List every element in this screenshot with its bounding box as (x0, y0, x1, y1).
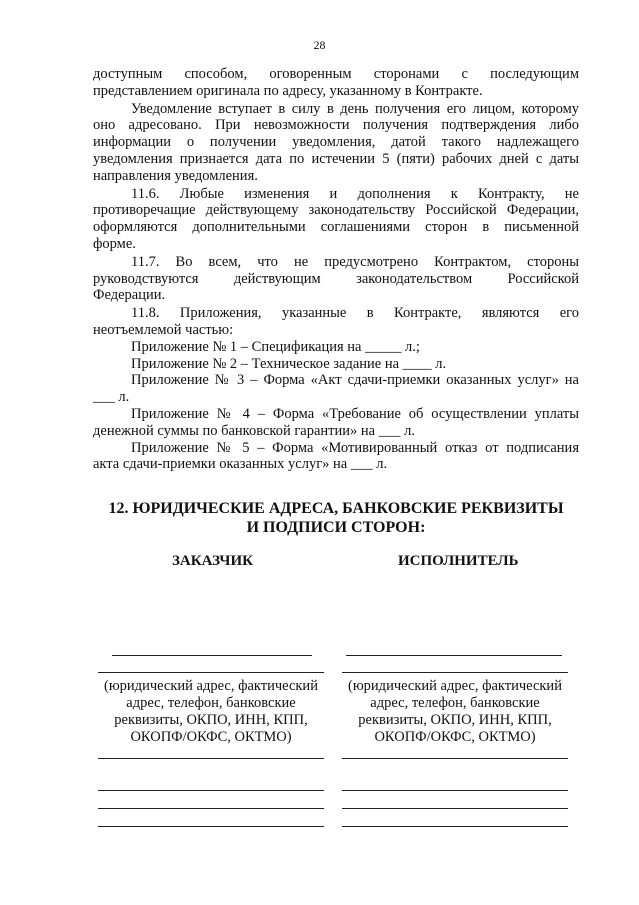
attachment-5-cont: акта сдачи-приемки оказанных услуг» на ___ л. (93, 456, 388, 473)
note-line: ОКОПФ/ОКФС, ОКТМО) (374, 729, 536, 745)
paragraph-line: информации о получении уведомления, датой такого надлежащего (93, 134, 579, 151)
customer-signature-line (112, 655, 312, 656)
clause-11-6: 11.6. Любые изменения и дополнения к Контракту, не (131, 185, 579, 202)
clause-11-7: 11.7. Во всем, что не предусмотрено Контрактом, стороны (131, 253, 579, 270)
paragraph-line: руководствуются действующим законодательством Российской (93, 270, 579, 287)
paragraph-line: Федерации. (93, 287, 166, 304)
note-line: ОКОПФ/ОКФС, ОКТМО) (130, 729, 292, 745)
paragraph-line: направления уведомления. (93, 167, 258, 184)
contractor-address-line (342, 672, 568, 673)
attachment-3: Приложение № 3 – Форма «Акт сдачи-приемки оказанных услуг» на (131, 372, 579, 389)
customer-details-note (97, 678, 325, 746)
paragraph-line: уведомления признается дата по истечении 5 (пяти) рабочих дней с даты (93, 150, 579, 167)
attachment-5: Приложение № 5 – Форма «Мотивированный отказ от подписания (131, 439, 579, 456)
note-line: (юридический адрес, фактический (104, 678, 318, 694)
customer-blank-line (98, 826, 324, 827)
paragraph-line: оформляются дополнительными соглашениями сторон в письменной (93, 219, 579, 236)
attachment-2: Приложение № 2 – Техническое задание на ____ л. (131, 355, 447, 372)
customer-blank-line (98, 790, 324, 791)
attachment-4: Приложение № 4 – Форма «Требование об осуществлении уплаты (131, 405, 579, 422)
attachment-4-cont: денежной суммы по банковской гарантии» на ___ л. (93, 422, 415, 439)
contractor-label: ИСПОЛНИТЕЛЬ (398, 553, 519, 569)
note-line: (юридический адрес, фактический (348, 678, 562, 694)
contractor-blank-line (342, 826, 568, 827)
attachment-1: Приложение № 1 – Спецификация на _____ л.; (131, 338, 420, 355)
section-title-line: 12. ЮРИДИЧЕСКИЕ АДРЕСА, БАНКОВСКИЕ РЕКВИЗИТЫ (108, 500, 564, 517)
page-number: 28 (313, 38, 326, 52)
paragraph-line: противоречащие действующему законодательству Российской Федерации, (93, 202, 579, 219)
contractor-blank-line (342, 808, 568, 809)
note-line: адрес, телефон, банковские (126, 695, 296, 711)
contractor-blank-line (342, 758, 568, 759)
clause-11-8: 11.8. Приложения, указанные в Контракте, являются его (131, 305, 579, 322)
customer-blank-line (98, 808, 324, 809)
paragraph-line: форме. (93, 235, 136, 252)
paragraph-line: Уведомление вступает в силу в день получения его лицом, которому (131, 100, 579, 117)
paragraph-line: оно адресовано. При невозможности получения подтверждения либо (93, 117, 579, 134)
section-title (93, 499, 579, 537)
paragraph-line: доступным способом, оговоренным сторонами с последующим (93, 66, 579, 82)
contractor-blank-line (342, 790, 568, 791)
note-line: реквизиты, ОКПО, ИНН, КПП, (114, 712, 308, 728)
contractor-details-note (341, 678, 569, 746)
contract-body (93, 66, 579, 473)
note-line: адрес, телефон, банковские (370, 695, 540, 711)
paragraph-line: неотъемлемой частью: (93, 321, 234, 338)
customer-blank-line (98, 758, 324, 759)
customer-address-line (98, 672, 324, 673)
section-title-line: И ПОДПИСИ СТОРОН: (246, 519, 426, 536)
note-line: реквизиты, ОКПО, ИНН, КПП, (358, 712, 552, 728)
customer-label: ЗАКАЗЧИК (172, 553, 253, 569)
contractor-signature-line (346, 655, 562, 656)
paragraph-line: представлением оригинала по адресу, указанному в Контракте. (93, 82, 483, 99)
attachment-3-cont: ___ л. (93, 389, 130, 406)
